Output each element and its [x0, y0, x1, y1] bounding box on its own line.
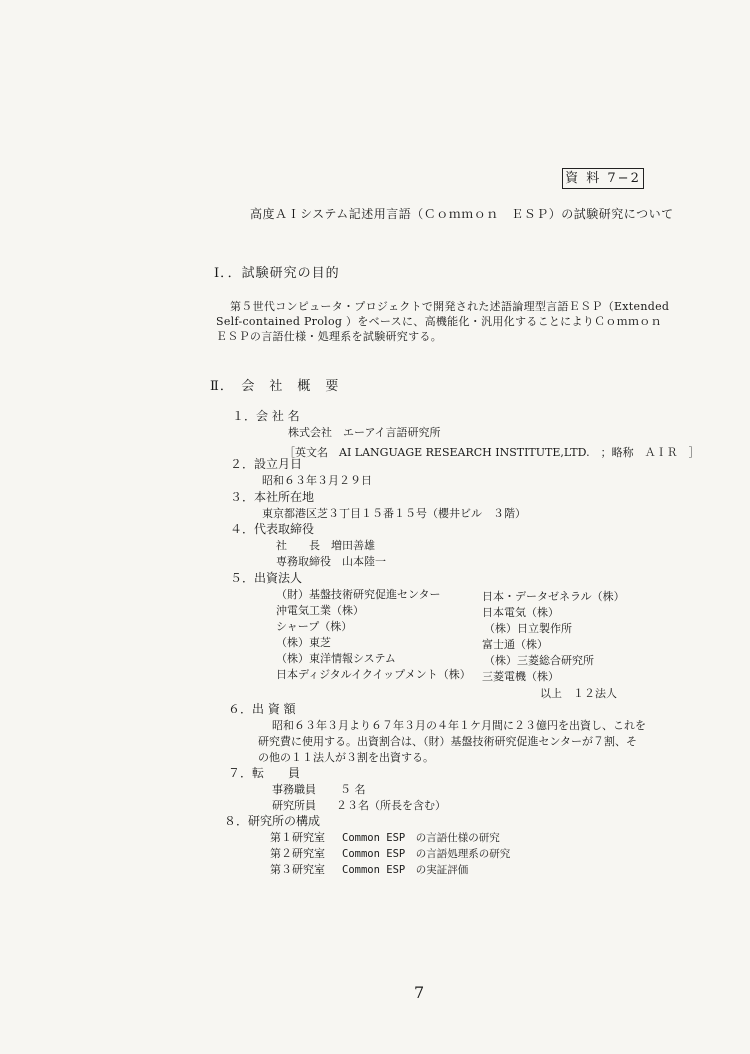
investor-right-6: 三菱電機（株） — [482, 670, 559, 683]
investor-right-5: （株）三菱総合研究所 — [484, 654, 594, 667]
item-company-name-label: １．会 社 名 — [232, 409, 300, 423]
investor-left-4: （株）東芝 — [276, 636, 331, 649]
item-staff-label: ７．転 員 — [228, 766, 301, 780]
hq-address: 東京都港区芝３丁目１５番１５号（櫻井ビル ３階） — [262, 507, 526, 520]
capital-line-2: 研究費に使用する。出資割合は、（財）基盤技術研究促進センターが７割、そ — [258, 735, 638, 748]
investor-right-3: （株）日立製作所 — [484, 622, 572, 635]
item-capital-label: ６．出 資 額 — [228, 702, 296, 716]
investor-right-2: 日本電気（株） — [482, 606, 559, 619]
document-title: 高度ＡＩシステム記述用言語（Ｃｏｍｍｏｎ ＥＳＰ）の試験研究について — [250, 207, 674, 221]
page-number: 7 — [414, 983, 425, 1002]
section1-line-3: ＥＳＰの言語仕様・処理系を試験研究する。 — [216, 330, 442, 343]
reps-senior-director: 専務取締役 山本陸一 — [276, 555, 386, 568]
section2-heading: Ⅱ． 会 社 概 要 — [210, 379, 340, 394]
item-established-label: ２．設立月日 — [230, 457, 303, 471]
capital-line-1: 昭和６３年３月より６７年３月の４年１ケ月間に２３億円を出資し、これを — [272, 719, 646, 732]
company-name-en: ［英文名 AI LANGUAGE RESEARCH INSTITUTE,LTD. ；略称 ＡＩＲ ］ — [284, 446, 700, 459]
company-name-ja: 株式会社 エーアイ言語研究所 — [288, 426, 441, 439]
structure-room-1: 第１研究室 — [270, 831, 325, 844]
staff-research-label: 研究所員 — [272, 799, 316, 812]
investor-left-5: （株）東洋情報システム — [276, 652, 396, 665]
staff-research-value: ２３名（所長を含む） — [336, 799, 446, 812]
investor-right-1: 日本・データゼネラル（株） — [482, 590, 625, 603]
capital-line-3: の他の１１法人が３割を出資する。 — [258, 751, 434, 764]
item-hq-label: ３．本社所在地 — [230, 490, 315, 504]
structure-room-2: 第２研究室 — [270, 847, 325, 860]
investor-left-6: 日本ディジタルイクイップメント（株） — [276, 668, 471, 681]
investor-right-4: 富士通（株） — [482, 638, 548, 651]
item-investors-label: ５．出資法人 — [230, 571, 303, 585]
staff-admin-value: ５ 名 — [340, 783, 366, 796]
staff-admin-label: 事務職員 — [272, 783, 316, 796]
structure-room-3: 第３研究室 — [270, 863, 325, 876]
item-structure-label: ８．研究所の構成 — [224, 814, 321, 828]
investor-left-1: （財）基盤技術研究促進センター — [276, 588, 441, 601]
section1-line-1: 第５世代コンピュータ・プロジェクトで開発された述語論理型言語ＥＳＰ（Extended — [230, 300, 670, 313]
structure-room-3-text: Common ESP の実証評価 — [342, 864, 469, 876]
investor-left-2: 沖電気工業（株） — [276, 604, 364, 617]
item-reps-label: ４．代表取締役 — [230, 522, 315, 536]
structure-room-2-text: Common ESP の言語処理系の研究 — [342, 848, 511, 860]
investors-total: 以上 １２法人 — [540, 687, 617, 700]
section1-line-2: Self-contained Prolog ）をベースに、高機能化・汎用化することによりＣｏｍｍｏｎ — [216, 315, 662, 328]
section1-heading: Ⅰ．．試験研究の目的 — [214, 266, 340, 281]
established-date: 昭和６３年３月２９日 — [262, 474, 372, 487]
investor-left-3: シャープ（株） — [276, 620, 353, 633]
structure-room-1-text: Common ESP の言語仕様の研究 — [342, 832, 500, 844]
reference-label-box: 資 料 7−2 — [562, 168, 644, 189]
reps-president: 社 長 増田善雄 — [276, 539, 375, 552]
